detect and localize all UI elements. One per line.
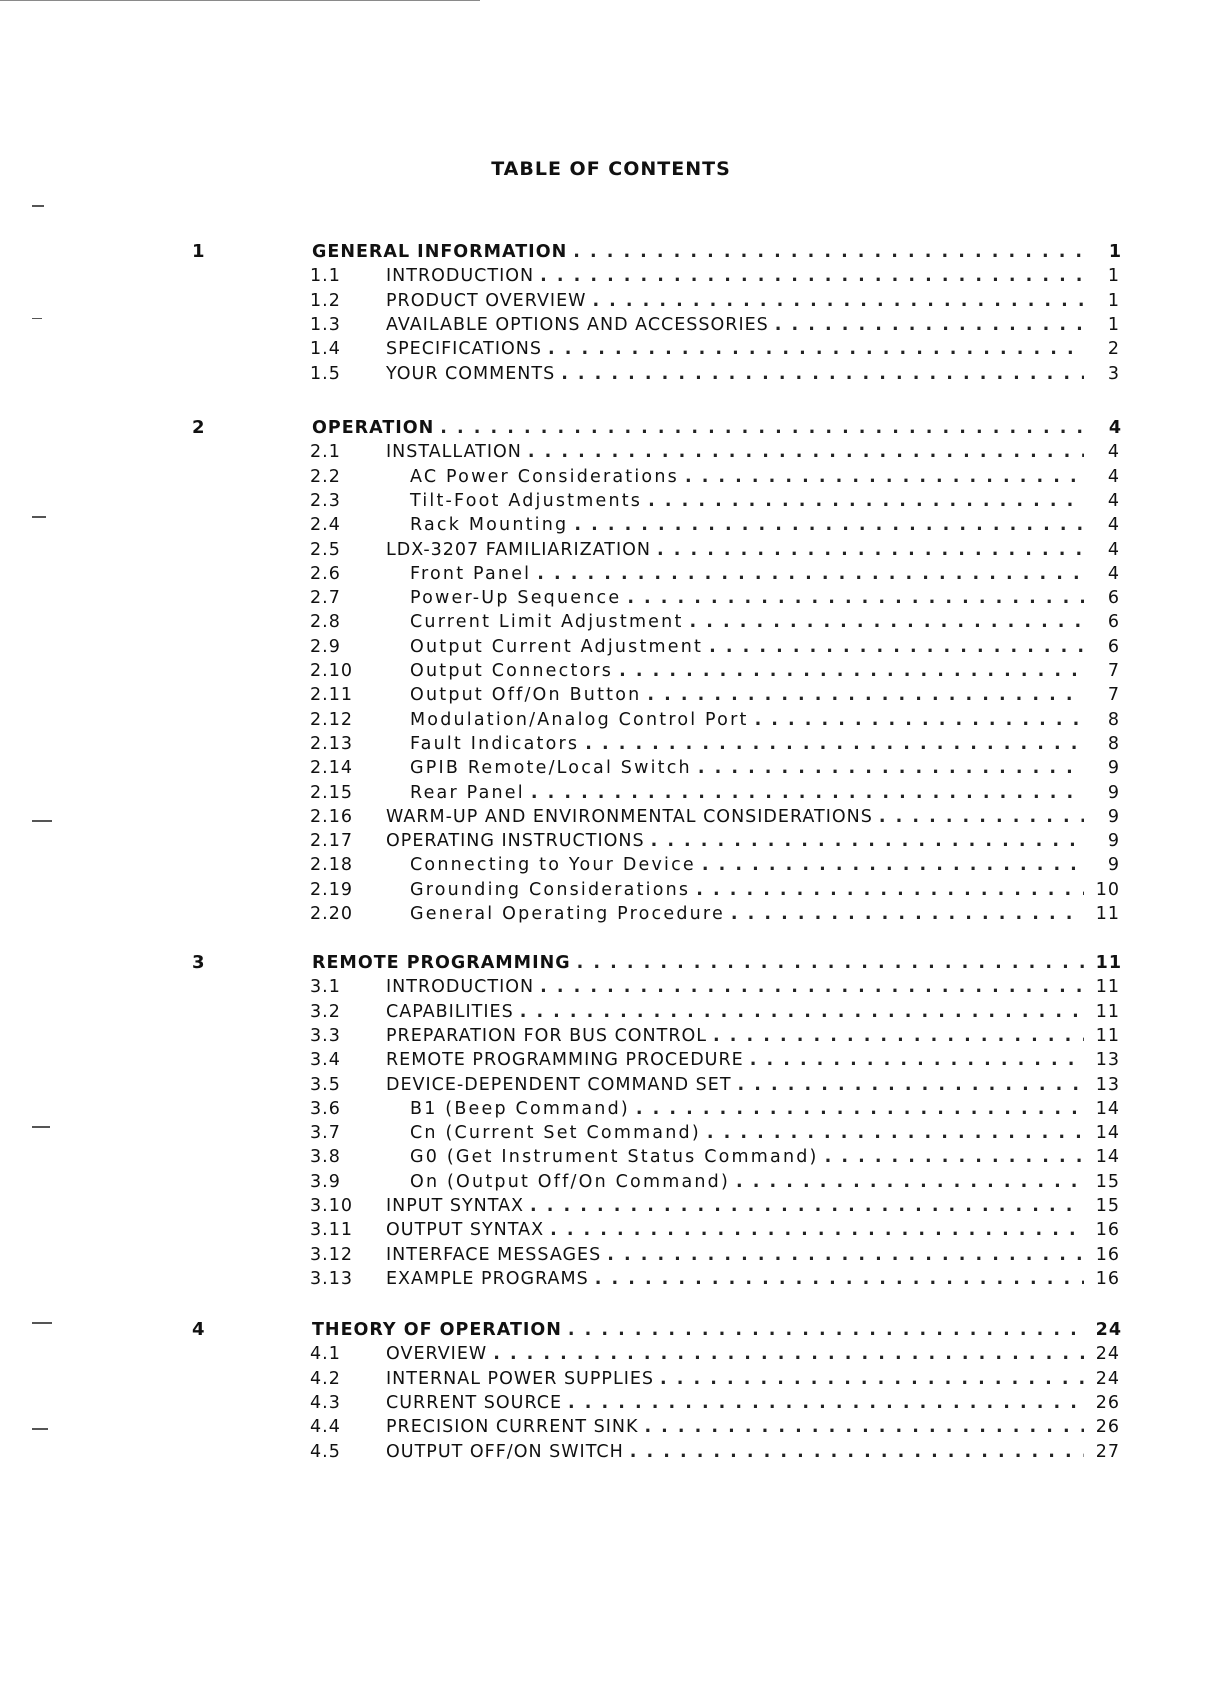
entry-title: Grounding Considerations bbox=[410, 879, 691, 900]
page-number: 16 bbox=[1095, 1268, 1120, 1289]
page-number: 4 bbox=[1107, 515, 1120, 536]
section-number: 4 bbox=[192, 1319, 205, 1340]
page-number: 4 bbox=[1108, 418, 1122, 438]
dot-leader bbox=[493, 1342, 1084, 1366]
toc-entry[interactable] bbox=[310, 513, 1120, 537]
entry-title: OUTPUT SYNTAX bbox=[386, 1220, 545, 1241]
page-title: TABLE OF CONTENTS bbox=[491, 158, 731, 180]
page-number: 11 bbox=[1095, 904, 1120, 924]
entry-title: AC Power Considerations bbox=[410, 466, 679, 487]
dot-leader bbox=[738, 1073, 1084, 1097]
entry-number: 3.4 bbox=[310, 1050, 341, 1071]
entry-number: 2.10 bbox=[310, 661, 353, 681]
top-border-rule bbox=[0, 0, 480, 1]
entry-title: B1 (Beep Command) bbox=[410, 1098, 630, 1119]
entry-number: 2.14 bbox=[310, 758, 353, 779]
entry-number: 2.19 bbox=[310, 879, 353, 900]
dot-leader bbox=[440, 416, 1086, 440]
dot-leader bbox=[690, 610, 1084, 634]
dot-leader bbox=[548, 337, 1084, 361]
page-number: 9 bbox=[1107, 782, 1120, 803]
page-number: 11 bbox=[1095, 977, 1120, 998]
entry-number: 1.4 bbox=[310, 339, 341, 360]
page-number: 2 bbox=[1107, 339, 1120, 360]
entry-title: G0 (Get Instrument Status Command) bbox=[410, 1147, 819, 1168]
entry-number: 2.5 bbox=[310, 539, 341, 560]
toc-entry[interactable] bbox=[310, 1121, 1120, 1145]
dot-leader bbox=[568, 1391, 1084, 1415]
page-number: 7 bbox=[1107, 661, 1120, 681]
entry-title: Tilt-Foot Adjustments bbox=[410, 490, 643, 511]
toc-entry[interactable] bbox=[310, 1440, 1120, 1464]
page-number: 14 bbox=[1095, 1098, 1120, 1119]
entry-number: 4.4 bbox=[310, 1417, 341, 1438]
entry-number: 2.1 bbox=[310, 442, 341, 463]
dot-leader bbox=[657, 538, 1084, 562]
entry-number: 2.4 bbox=[310, 515, 341, 536]
entry-number: 2.12 bbox=[310, 709, 353, 730]
toc-entry[interactable] bbox=[310, 1391, 1120, 1415]
entry-number: 2.3 bbox=[310, 490, 341, 511]
entry-number: 4.2 bbox=[310, 1368, 341, 1389]
dot-leader bbox=[750, 1048, 1084, 1072]
entry-number: 2.18 bbox=[310, 855, 353, 876]
toc-entry[interactable] bbox=[310, 781, 1120, 805]
page-number: 13 bbox=[1095, 1050, 1120, 1071]
dot-leader bbox=[685, 465, 1084, 489]
page-number: 6 bbox=[1107, 636, 1120, 657]
page-number: 1 bbox=[1107, 266, 1120, 287]
margin-mark bbox=[32, 1322, 52, 1324]
page-number: 24 bbox=[1095, 1368, 1120, 1389]
toc-entry[interactable] bbox=[310, 337, 1120, 361]
entry-title: Output Connectors bbox=[410, 661, 614, 681]
section-number: 2 bbox=[192, 417, 205, 438]
page-number: 16 bbox=[1095, 1220, 1120, 1241]
dot-leader bbox=[698, 756, 1084, 780]
margin-mark bbox=[32, 516, 46, 518]
entry-number: 2.8 bbox=[310, 612, 341, 633]
entry-title: PREPARATION FOR BUS CONTROL bbox=[386, 1025, 708, 1046]
toc-entry[interactable] bbox=[310, 362, 1120, 386]
dot-leader bbox=[707, 1121, 1084, 1145]
entry-title: Connecting to Your Device bbox=[410, 855, 696, 876]
page-number: 14 bbox=[1095, 1147, 1120, 1168]
page-number: 9 bbox=[1107, 855, 1120, 876]
entry-title: Output Off/On Button bbox=[410, 685, 642, 706]
entry-number: 3.12 bbox=[310, 1244, 353, 1265]
toc-entry[interactable] bbox=[310, 1243, 1120, 1267]
dot-leader bbox=[595, 1267, 1084, 1291]
page-number: 11 bbox=[1095, 953, 1122, 973]
page-number: 13 bbox=[1095, 1074, 1120, 1095]
toc-entry[interactable] bbox=[310, 1145, 1120, 1169]
page-number: 4 bbox=[1107, 490, 1120, 511]
page-number: 15 bbox=[1095, 1171, 1120, 1192]
toc-entry[interactable] bbox=[310, 264, 1120, 288]
dot-leader bbox=[879, 805, 1084, 829]
toc-entry[interactable] bbox=[310, 1367, 1120, 1391]
toc-entry[interactable] bbox=[310, 1024, 1120, 1048]
dot-leader bbox=[696, 878, 1084, 902]
margin-mark bbox=[32, 205, 44, 207]
page-number: 10 bbox=[1095, 879, 1120, 900]
toc-entry[interactable] bbox=[310, 562, 1120, 586]
entry-title: YOUR COMMENTS bbox=[386, 363, 556, 384]
toc-entry[interactable] bbox=[310, 289, 1120, 313]
entry-title: OUTPUT OFF/ON SWITCH bbox=[386, 1441, 624, 1462]
entry-number: 2.15 bbox=[310, 782, 353, 803]
toc-entry[interactable] bbox=[310, 708, 1120, 732]
dot-leader bbox=[550, 1218, 1084, 1242]
entry-number: 3.1 bbox=[310, 977, 341, 998]
toc-entry[interactable] bbox=[310, 1048, 1120, 1072]
entry-title: SPECIFICATIONS bbox=[386, 339, 542, 360]
page-number: 8 bbox=[1107, 733, 1120, 754]
entry-number: 2.7 bbox=[310, 588, 341, 609]
entry-title: CAPABILITIES bbox=[386, 1001, 514, 1022]
entry-title: OVERVIEW bbox=[386, 1344, 488, 1365]
toc-entry[interactable] bbox=[310, 878, 1120, 902]
entry-title: Output Current Adjustment bbox=[410, 636, 704, 657]
toc-entry[interactable] bbox=[310, 1097, 1120, 1121]
entry-number: 2.16 bbox=[310, 806, 353, 827]
entry-number: 3.9 bbox=[310, 1171, 341, 1192]
entry-title: Rack Mounting bbox=[410, 515, 569, 536]
entry-title: INTRODUCTION bbox=[386, 977, 535, 998]
margin-mark bbox=[32, 820, 52, 822]
entry-title: On (Output Off/On Command) bbox=[410, 1171, 730, 1192]
toc-entry[interactable] bbox=[310, 1073, 1120, 1097]
page-number: 26 bbox=[1095, 1392, 1120, 1413]
page-number: 11 bbox=[1095, 1025, 1120, 1046]
dot-leader bbox=[577, 951, 1086, 975]
entry-title: OPERATION bbox=[312, 418, 435, 438]
toc-entry[interactable] bbox=[310, 683, 1120, 707]
toc-entry[interactable] bbox=[310, 1267, 1120, 1291]
dot-leader bbox=[537, 562, 1084, 586]
dot-leader bbox=[736, 1170, 1084, 1194]
entry-number: 4.3 bbox=[310, 1392, 341, 1413]
toc-entry[interactable] bbox=[310, 313, 1120, 337]
margin-mark bbox=[32, 1126, 50, 1128]
entry-number: 4.1 bbox=[310, 1344, 341, 1365]
toc-section-heading[interactable] bbox=[312, 416, 1122, 440]
dot-leader bbox=[755, 708, 1084, 732]
dot-leader bbox=[585, 732, 1084, 756]
page-number: 27 bbox=[1095, 1441, 1120, 1462]
dot-leader bbox=[574, 513, 1084, 537]
entry-title: Rear Panel bbox=[410, 782, 525, 803]
dot-leader bbox=[713, 1024, 1084, 1048]
entry-number: 4.5 bbox=[310, 1441, 341, 1462]
entry-title: GPIB Remote/Local Switch bbox=[410, 758, 692, 779]
entry-number: 3.6 bbox=[310, 1098, 341, 1119]
entry-title: WARM-UP AND ENVIRONMENTAL CONSIDERATIONS bbox=[386, 806, 873, 827]
entry-title: PRODUCT OVERVIEW bbox=[386, 290, 587, 311]
page-number: 7 bbox=[1107, 685, 1120, 706]
entry-number: 3.5 bbox=[310, 1074, 341, 1095]
entry-title: Power-Up Sequence bbox=[410, 588, 622, 609]
page-number: 4 bbox=[1107, 466, 1120, 487]
toc-section-heading[interactable] bbox=[312, 240, 1122, 264]
page-number: 9 bbox=[1107, 758, 1120, 779]
toc-entry[interactable] bbox=[310, 1415, 1120, 1439]
dot-leader bbox=[825, 1145, 1084, 1169]
dot-leader bbox=[630, 1440, 1084, 1464]
entry-number: 2.20 bbox=[310, 904, 353, 924]
page-number: 1 bbox=[1107, 314, 1120, 335]
dot-leader bbox=[627, 586, 1084, 610]
page-number: 3 bbox=[1107, 363, 1120, 384]
toc-entry[interactable] bbox=[310, 1170, 1120, 1194]
page-number: 6 bbox=[1107, 588, 1120, 609]
margin-mark bbox=[32, 1428, 48, 1430]
toc-entry[interactable] bbox=[310, 489, 1120, 513]
page-number: 11 bbox=[1095, 1001, 1120, 1022]
section-number: 1 bbox=[192, 241, 205, 262]
toc-section-heading[interactable] bbox=[312, 1318, 1122, 1342]
dot-leader bbox=[636, 1097, 1084, 1121]
entry-title: DEVICE-DEPENDENT COMMAND SET bbox=[386, 1074, 732, 1095]
dot-leader bbox=[619, 659, 1084, 683]
entry-number: 3.2 bbox=[310, 1001, 341, 1022]
toc-entry[interactable] bbox=[310, 975, 1120, 999]
page-number: 16 bbox=[1095, 1244, 1120, 1265]
entry-title: AVAILABLE OPTIONS AND ACCESSORIES bbox=[386, 314, 769, 335]
dot-leader bbox=[709, 635, 1084, 659]
entry-number: 2.17 bbox=[310, 831, 353, 852]
entry-number: 2.6 bbox=[310, 563, 341, 584]
dot-leader bbox=[651, 829, 1084, 853]
entry-title: Modulation/Analog Control Port bbox=[410, 709, 749, 730]
entry-number: 1.1 bbox=[310, 266, 341, 287]
entry-number: 2.11 bbox=[310, 685, 353, 706]
toc-entry[interactable] bbox=[310, 659, 1120, 683]
page-number: 1 bbox=[1107, 290, 1120, 311]
entry-number: 2.13 bbox=[310, 733, 353, 754]
entry-title: General Operating Procedure bbox=[410, 904, 725, 924]
dot-leader bbox=[592, 289, 1084, 313]
toc-entry[interactable] bbox=[310, 829, 1120, 853]
entry-title: Front Panel bbox=[410, 563, 532, 584]
entry-title: THEORY OF OPERATION bbox=[312, 1320, 562, 1340]
entry-title: Fault Indicators bbox=[410, 733, 580, 754]
entry-number: 3.13 bbox=[310, 1268, 353, 1289]
dot-leader bbox=[647, 683, 1084, 707]
page-number: 15 bbox=[1095, 1196, 1120, 1216]
dot-leader bbox=[731, 902, 1084, 926]
dot-leader bbox=[528, 440, 1084, 464]
entry-title: INPUT SYNTAX bbox=[386, 1196, 525, 1216]
toc-entry[interactable] bbox=[310, 440, 1120, 464]
entry-title: OPERATING INSTRUCTIONS bbox=[386, 831, 645, 852]
section-number: 3 bbox=[192, 952, 205, 973]
entry-number: 3.7 bbox=[310, 1123, 341, 1144]
dot-leader bbox=[607, 1243, 1084, 1267]
dot-leader bbox=[540, 975, 1084, 999]
page-number: 9 bbox=[1107, 806, 1120, 827]
toc-entry[interactable] bbox=[310, 586, 1120, 610]
entry-number: 3.3 bbox=[310, 1025, 341, 1046]
entry-title: REMOTE PROGRAMMING bbox=[312, 953, 571, 973]
entry-title: EXAMPLE PROGRAMS bbox=[386, 1268, 589, 1289]
page-number: 1 bbox=[1108, 242, 1122, 262]
entry-number: 3.10 bbox=[310, 1196, 353, 1216]
dot-leader bbox=[530, 1194, 1084, 1218]
entry-title: INTERFACE MESSAGES bbox=[386, 1244, 602, 1265]
margin-mark bbox=[32, 318, 42, 319]
toc-entry[interactable] bbox=[310, 1000, 1120, 1024]
page-number: 8 bbox=[1107, 709, 1120, 730]
page-number: 6 bbox=[1107, 612, 1120, 633]
toc-entry[interactable] bbox=[310, 902, 1120, 926]
entry-title: INSTALLATION bbox=[386, 442, 522, 463]
dot-leader bbox=[573, 240, 1086, 264]
toc-entry[interactable] bbox=[310, 1218, 1120, 1242]
entry-title: LDX-3207 FAMILIARIZATION bbox=[386, 539, 651, 560]
entry-number: 1.3 bbox=[310, 314, 341, 335]
toc-entry[interactable] bbox=[310, 756, 1120, 780]
dot-leader bbox=[660, 1367, 1084, 1391]
entry-number: 2.2 bbox=[310, 466, 341, 487]
page-number: 4 bbox=[1107, 442, 1120, 463]
entry-title: REMOTE PROGRAMMING PROCEDURE bbox=[386, 1050, 744, 1071]
toc-entry[interactable] bbox=[310, 732, 1120, 756]
page-number: 24 bbox=[1095, 1344, 1120, 1365]
page-number: 4 bbox=[1107, 539, 1120, 560]
entry-title: Current Limit Adjustment bbox=[410, 612, 684, 633]
dot-leader bbox=[561, 362, 1084, 386]
page-number: 14 bbox=[1095, 1123, 1120, 1144]
dot-leader bbox=[775, 313, 1084, 337]
toc-section-heading[interactable] bbox=[312, 951, 1122, 975]
entry-title: INTERNAL POWER SUPPLIES bbox=[386, 1368, 655, 1389]
toc-entry[interactable] bbox=[310, 805, 1120, 829]
entry-number: 2.9 bbox=[310, 636, 341, 657]
dot-leader bbox=[520, 1000, 1084, 1024]
dot-leader bbox=[644, 1415, 1084, 1439]
entry-number: 3.8 bbox=[310, 1147, 341, 1168]
entry-title: PRECISION CURRENT SINK bbox=[386, 1417, 639, 1438]
dot-leader bbox=[531, 781, 1084, 805]
toc-entry[interactable] bbox=[310, 610, 1120, 634]
entry-title: CURRENT SOURCE bbox=[386, 1392, 563, 1413]
dot-leader bbox=[540, 264, 1084, 288]
toc-entry[interactable] bbox=[310, 853, 1120, 877]
dot-leader bbox=[702, 853, 1084, 877]
toc-entry[interactable] bbox=[310, 635, 1120, 659]
entry-title: INTRODUCTION bbox=[386, 266, 535, 287]
toc-entry[interactable] bbox=[310, 1342, 1120, 1366]
dot-leader bbox=[568, 1318, 1086, 1342]
toc-entry[interactable] bbox=[310, 538, 1120, 562]
page-number: 4 bbox=[1107, 563, 1120, 584]
page-number: 24 bbox=[1095, 1320, 1122, 1340]
toc-entry[interactable] bbox=[310, 1194, 1120, 1218]
entry-number: 1.5 bbox=[310, 363, 341, 384]
toc-entry[interactable] bbox=[310, 465, 1120, 489]
page-number: 26 bbox=[1095, 1417, 1120, 1438]
entry-title: GENERAL INFORMATION bbox=[312, 242, 568, 262]
entry-number: 3.11 bbox=[310, 1220, 353, 1241]
dot-leader bbox=[648, 489, 1084, 513]
entry-number: 1.2 bbox=[310, 290, 341, 311]
entry-title: Cn (Current Set Command) bbox=[410, 1123, 701, 1144]
page-number: 9 bbox=[1107, 831, 1120, 852]
